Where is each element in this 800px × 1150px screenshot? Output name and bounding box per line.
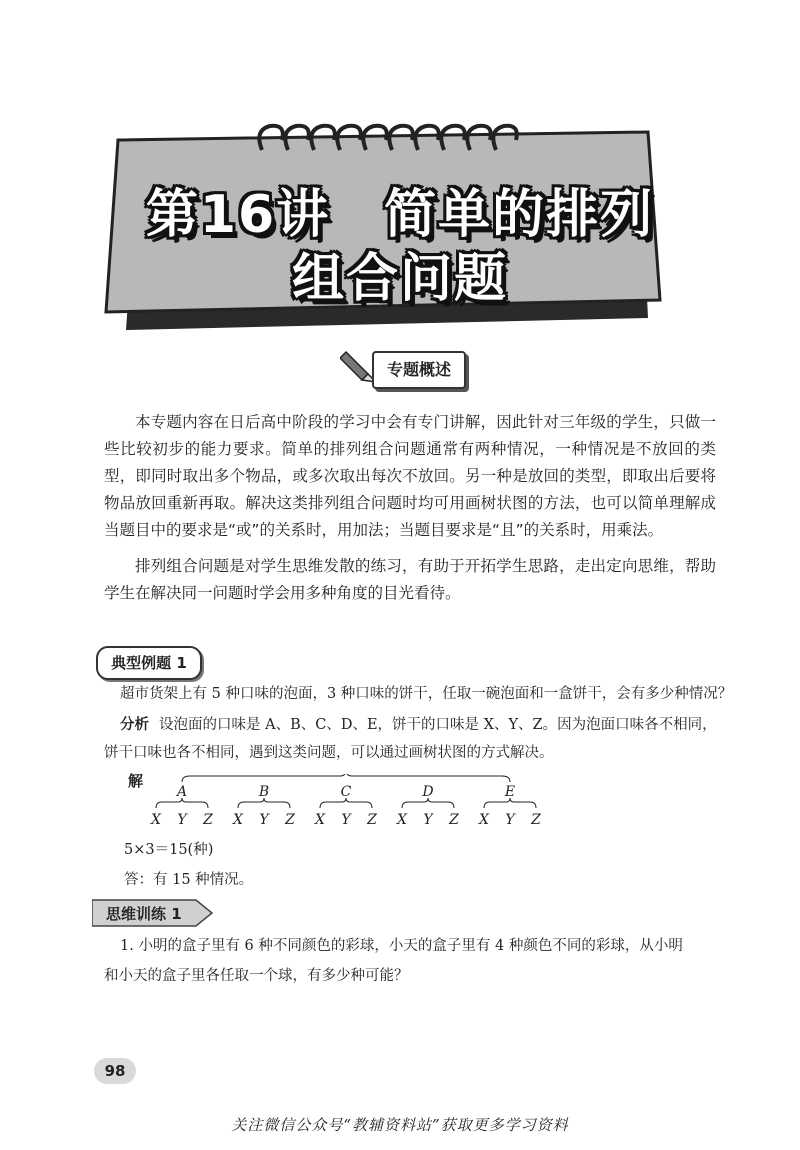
example-problem: 超市货架上有 5 种口味的泡面，3 种口味的饼干，任取一碗泡面和一盒饼干，会有多少种情况？: [120, 686, 733, 702]
page-number: 98: [94, 1058, 136, 1084]
tree-parent-A: A: [176, 784, 188, 800]
solution-tag: 解: [128, 772, 144, 790]
analysis-line-2: 饼干口味也各不相同，遇到这类问题，可以通过画树状图的方式解决。: [104, 745, 554, 761]
brace-A: [156, 798, 208, 808]
tree-child-A-X: X: [151, 812, 161, 828]
tree-child-E-Y: Y: [505, 812, 515, 828]
tree-child-B-X: X: [233, 812, 243, 828]
brace-D: [402, 798, 454, 808]
calculation: 5×3＝15(种): [124, 842, 214, 858]
tree-child-A-Z: Z: [203, 812, 213, 828]
training-question-line-2: 和小天的盒子里各任取一个球，有多少种可能？: [104, 968, 409, 984]
overview-paragraph-1: 本专题内容在日后高中阶段的学习中会有专门讲解，因此针对三年级的学生，只做一些比较初步的能力要求。简单的排列组合问题通常有两种情况，一种情况是不放回的类型，即同时取出多个物品，或多次取出每次不放回。另一种是放回的类型，即取出后要将物品放回重新再取。解决这类排列组合问题时均可用画树状图的方法，也可以简单理解成当题目中的要求是“或”的关系时，用加法；当题目要求是“且”的关系时，用乘法。: [104, 413, 716, 539]
tree-child-A-Y: Y: [177, 812, 187, 828]
analysis-tag: 分析: [120, 717, 149, 733]
tree-child-C-Z: Z: [367, 812, 377, 828]
training-label-text: 思维训练 1: [106, 905, 182, 923]
brace-C: [320, 798, 372, 808]
tree-child-E-Z: Z: [531, 812, 541, 828]
analysis-line-1: [120, 713, 717, 734]
tree-parent-E: E: [504, 784, 516, 800]
tree-child-D-X: X: [397, 812, 407, 828]
answer: 答：有 15 种情况。: [124, 872, 254, 888]
page-title-line-1: 第16讲 简单的排列: [145, 185, 655, 245]
tree-parent-C: C: [340, 784, 352, 800]
overview-paragraph-2: 排列组合问题是对学生思维发散的练习，有助于开拓学生思路，走出定向思维，帮助学生在解决同一问题时学会用多种角度的目光看待。: [104, 557, 716, 602]
brace-E: [484, 798, 536, 808]
tree-child-B-Z: Z: [285, 812, 295, 828]
analysis-text-1: 设泡面的口味是 A、B、C、D、E，饼干的口味是 X、Y、Z。因为泡面口味各不相同，: [159, 717, 717, 733]
brace-B: [238, 798, 290, 808]
tree-child-C-X: X: [315, 812, 325, 828]
tree-parent-B: B: [258, 784, 270, 800]
tree-child-D-Y: Y: [423, 812, 433, 828]
footer-note: 关注微信公众号“教辅资料站”获取更多学习资料: [231, 1116, 569, 1134]
tree-parent-D: D: [422, 784, 434, 800]
training-question-line-1: 1. 小明的盒子里有 6 种不同颜色的彩球，小天的盒子里有 4 种颜色不同的彩球，从小明: [120, 938, 683, 954]
page-title-line-2: 组合问题: [291, 249, 508, 309]
tree-child-E-X: X: [479, 812, 489, 828]
top-brace: [182, 774, 510, 782]
tree-child-D-Z: Z: [449, 812, 459, 828]
example-label: 典型例题 1: [96, 646, 202, 680]
tree-diagram: [150, 774, 570, 834]
overview-heading: 专题概述: [372, 351, 466, 389]
tree-child-B-Y: Y: [259, 812, 269, 828]
tree-child-C-Y: Y: [341, 812, 351, 828]
training-label: [92, 898, 222, 932]
